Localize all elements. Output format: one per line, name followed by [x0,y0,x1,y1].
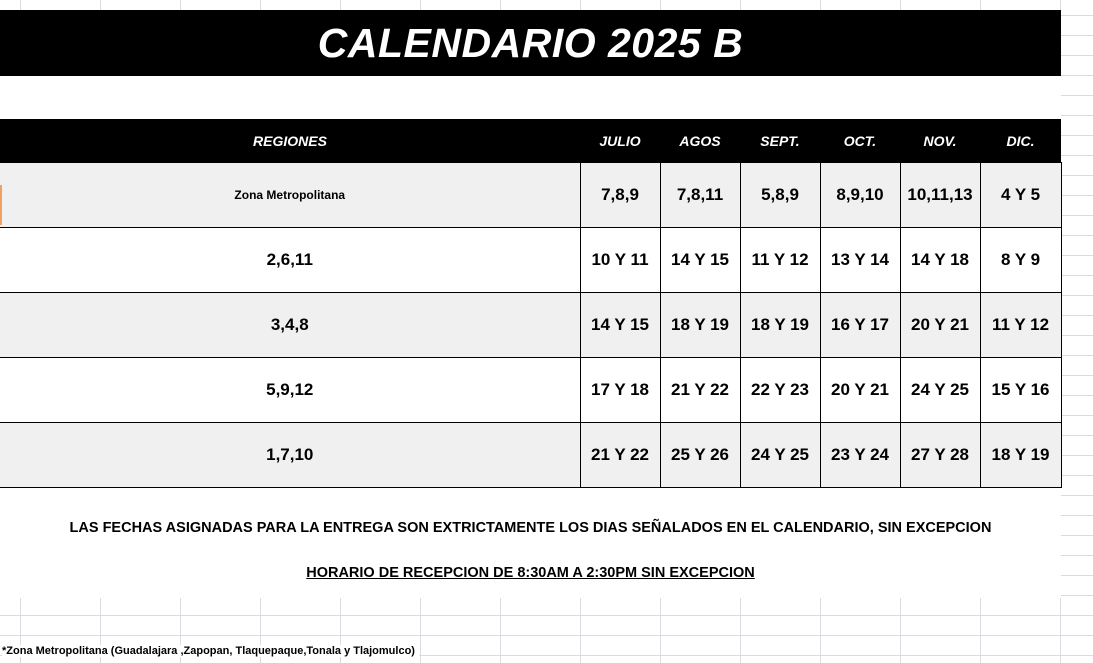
metro-zone-footnote[interactable]: *Zona Metropolitana (Guadalajara ,Zapopan, Tlaquepaque,Tonala y Tlajomulco) [2,645,419,657]
date-cell[interactable]: 16 Y 17 [820,293,900,358]
page-title: CALENDARIO 2025 B [317,19,744,66]
date-cell[interactable]: 18 Y 19 [980,423,1061,488]
region-cell[interactable]: 1,7,10 [0,423,580,488]
spacer-strip [0,76,1061,119]
notes-area [0,488,1061,598]
date-cell[interactable]: 20 Y 21 [900,293,980,358]
date-cell[interactable]: 18 Y 19 [660,293,740,358]
region-cell[interactable]: 3,4,8 [0,293,580,358]
date-cell[interactable]: 24 Y 25 [900,358,980,423]
date-cell[interactable]: 21 Y 22 [580,423,660,488]
header-month-julio[interactable]: JULIO [580,119,660,163]
date-cell[interactable]: 17 Y 18 [580,358,660,423]
header-month-oct[interactable]: OCT. [820,119,900,163]
date-cell[interactable]: 11 Y 12 [980,293,1061,358]
title-banner [0,10,1061,76]
cell-selection-marker [0,185,2,225]
date-cell[interactable]: 8 Y 9 [980,228,1061,293]
table-row [0,293,1061,358]
date-cell[interactable]: 20 Y 21 [820,358,900,423]
header-regions[interactable]: REGIONES [0,119,580,163]
date-cell[interactable]: 4 Y 5 [980,163,1061,228]
date-cell[interactable]: 10,11,13 [900,163,980,228]
region-cell[interactable]: 5,9,12 [0,358,580,423]
date-cell[interactable]: 18 Y 19 [740,293,820,358]
date-cell[interactable]: 13 Y 14 [820,228,900,293]
header-month-dic[interactable]: DIC. [980,119,1061,163]
table-row [0,163,1061,228]
header-month-sept[interactable]: SEPT. [740,119,820,163]
date-cell[interactable]: 5,8,9 [740,163,820,228]
delivery-notice[interactable]: LAS FECHAS ASIGNADAS PARA LA ENTREGA SON EXTRICTAMENTE LOS DIAS SEÑALADOS EN EL CALENDARIO, SIN EXCEPCION [69,520,992,536]
date-cell[interactable]: 7,8,11 [660,163,740,228]
date-cell[interactable]: 27 Y 28 [900,423,980,488]
date-cell[interactable]: 23 Y 24 [820,423,900,488]
date-cell[interactable]: 25 Y 26 [660,423,740,488]
table-header-row [0,119,1061,163]
date-cell[interactable]: 11 Y 12 [740,228,820,293]
date-cell[interactable]: 22 Y 23 [740,358,820,423]
date-cell[interactable]: 14 Y 18 [900,228,980,293]
header-month-agos[interactable]: AGOS [660,119,740,163]
date-cell[interactable]: 10 Y 11 [580,228,660,293]
table-row [0,423,1061,488]
reception-schedule[interactable]: HORARIO DE RECEPCION DE 8:30AM A 2:30PM SIN EXCEPCION [306,565,755,581]
date-cell[interactable]: 7,8,9 [580,163,660,228]
date-cell[interactable]: 21 Y 22 [660,358,740,423]
table-row [0,358,1061,423]
region-cell[interactable]: 2,6,11 [0,228,580,293]
region-cell[interactable]: Zona Metropolitana [0,163,580,228]
date-cell[interactable]: 14 Y 15 [580,293,660,358]
date-cell[interactable]: 14 Y 15 [660,228,740,293]
date-cell[interactable]: 8,9,10 [820,163,900,228]
date-cell[interactable]: 24 Y 25 [740,423,820,488]
header-month-nov[interactable]: NOV. [900,119,980,163]
date-cell[interactable]: 15 Y 16 [980,358,1061,423]
calendar-table [0,119,1062,488]
table-row [0,228,1061,293]
